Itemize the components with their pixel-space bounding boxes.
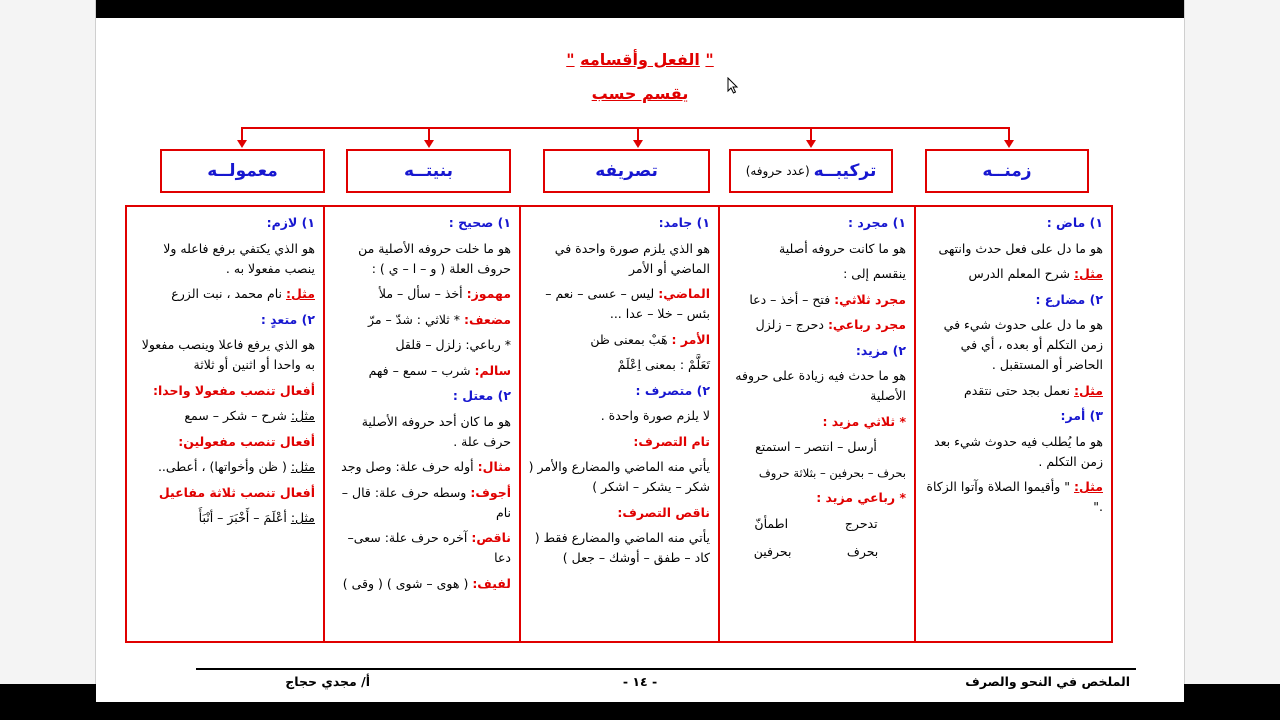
connector-drop <box>637 127 639 141</box>
connector-line <box>242 127 1010 129</box>
page-subtitle: يقسم حسب <box>591 84 689 103</box>
connector-drop <box>428 127 430 141</box>
category-form: بنيتــه <box>346 149 511 193</box>
column-structure: ١) مجرد : هو ما كانت حروفه أصلية ينقسم إلى : مجرد ثلاثي: فتح – أخذ – دعا مجرد رباعي: دحرج – زلزل ٢) مزيد: هو ما حدث فيه زيادة على حروفه الأصلية * ثلاثي مزيد : أرسل – انتصر – استمتع بحرف – بحرفين – بثلاثة حروف * رباعي مزيد : تدحرج اطمأنّ بحرف بحرفين <box>718 205 916 643</box>
category-conjugation: تصريفه <box>543 149 710 193</box>
bottom-black-bar <box>0 702 1280 720</box>
arrow-down-icon <box>237 140 247 148</box>
quad-augmented-examples: تدحرج اطمأنّ <box>754 515 878 531</box>
column-conjugation: ١) جامد: هو الذي يلزم صورة واحدة في الماضي أو الأمر الماضي: ليس – عسى – نعم – بئس – خلا – عدا ... الأمر : هَبْ بمعنى ظن تَعَلَّمْ : بمعنى اِعْلَمْ ٢) متصرف : لا يلزم صورة واحدة . تام التصرف: يأتي منه الماضي والمضارع والأمر ( شكر – يشكر – اشكر ) ناقص التصرف: يأتي منه الماضي والمضارع فقط ( كاد – طفق – أوشك – جعل ) <box>519 205 720 643</box>
page-title: " الفعل وأقسامه " <box>566 50 714 69</box>
arrow-down-icon <box>1004 140 1014 148</box>
connector-drop <box>810 127 812 141</box>
title-text: الفعل وأقسامه <box>580 50 700 69</box>
category-structure: تركيبــه (عدد حروفه) <box>729 149 893 193</box>
category-tense: زمنــه <box>925 149 1089 193</box>
arrow-down-icon <box>633 140 643 148</box>
column-form: ١) صحيح : هو ما خلت حروفه الأصلية من حروف العلة ( و – ا – ي ) : مهموز: أخذ – سأل – ملأ مضعف: * ثلاثي : شدّ – مرّ * رباعي: زلزل – قلقل سالم: شرب – سمع – فهم ٢) معتل : هو ما كان أحد حروفه الأصلية حرف علة . مثال: أوله حرف علة: وصل وجد أجوف: وسطه حرف علة: قال – نام ناقص: آخره حرف علة: سعى–دعا لفيف: ( هوى – شوى ) ( وقى ) <box>323 205 521 643</box>
top-black-bar <box>0 0 1280 18</box>
connector-drop <box>1008 127 1010 141</box>
arrow-down-icon <box>424 140 434 148</box>
column-tense: ١) ماض : هو ما دل على فعل حدث وانتهى مثل: شرح المعلم الدرس ٢) مضارع : هو ما دل على حدوث شيء في زمن التكلم أو بعده ، أي في الحاضر أو المستقبل . مثل: نعمل بجد حتى نتقدم ٣) أمر: هو ما يُطلب فيه حدوث شيء بعد زمن التكلم . مثل: " وأقيموا الصلاة وآتوا الزكاة ." <box>914 205 1113 643</box>
arrow-down-icon <box>806 140 816 148</box>
page-number: - ١٤ - <box>622 674 658 689</box>
connector-drop <box>241 127 243 141</box>
quad-augmented-types: بحرف بحرفين <box>753 543 879 559</box>
column-transitivity: ١) لازم: هو الذي يكتفي برفع فاعله ولا ينصب مفعولا به . مثل: نام محمد ، نبت الزرع ٢) متعدٍ : هو الذي يرفع فاعلا وينصب مفعولا به واحدا أو اثنين أو ثلاثة أفعال تنصب مفعولا واحدا: مثل: شرح – شكر – سمع أفعال تنصب مفعولين: مثل: ( ظن وأخواتها) ، أعطى.. أفعال تنصب ثلاثة مفاعيل مثل: أعْلَمَ – أَخْبَرَ – أنْبَأَ <box>125 205 325 643</box>
footer-author: أ/ مجدي حجاج <box>285 674 370 689</box>
footer-book-title: الملخص في النحو والصرف <box>965 674 1130 689</box>
footer-rule <box>196 668 1136 670</box>
category-transitivity: معمولــه <box>160 149 325 193</box>
